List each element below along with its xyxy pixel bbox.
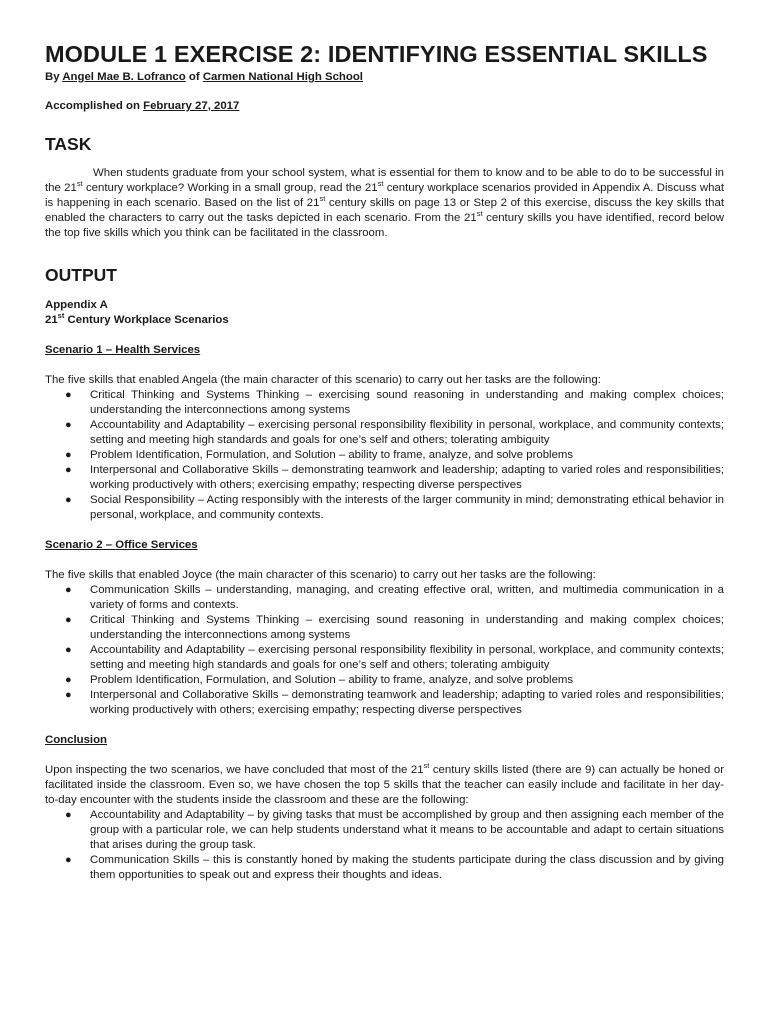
scenario-1 xyxy=(45,343,724,523)
list-item: ● Accountability and Adaptability – exercising personal responsibility flexibility in personal, workplace, and community contexts; setting and meeting high standards and goals for one’s self and others; tolerating ambiguity xyxy=(65,419,724,446)
scenario-intro: The five skills that enabled Joyce (the main character of this scenario) to carry out her tasks are the following: xyxy=(45,569,596,581)
school-name: Carmen National High School xyxy=(202,71,363,83)
output-heading: OUTPUT xyxy=(45,265,117,285)
bullet-icon: ● xyxy=(65,854,72,866)
task-heading: TASK xyxy=(45,134,92,154)
list-item: ● Critical Thinking and Systems Thinking – exercising sound reasoning in understanding and making complex choices; understanding the interconnections among systems xyxy=(65,614,724,641)
list-item: ● Communication Skills – understanding, managing, and creating effective oral, written, and multimedia communication in a variety of forms and contexts. xyxy=(65,584,724,611)
conclusion-list xyxy=(45,808,724,883)
bullet-icon: ● xyxy=(65,689,72,701)
bullet-icon: ● xyxy=(65,389,72,401)
list-item: ● Accountability and Adaptability – by giving tasks that must be accomplished by group and then assigning each member of the group with a particular role, we can help students understand what it means to be accountable and adapt to certain situations that arises during the group task. xyxy=(65,809,724,851)
bullet-icon: ● xyxy=(65,494,72,506)
conclusion-section xyxy=(45,733,724,883)
bullet-icon: ● xyxy=(65,674,72,686)
appendix-label: Appendix A xyxy=(45,299,108,311)
list-item: ● Interpersonal and Collaborative Skills – demonstrating teamwork and leadership; adapting to varied roles and responsibilities; working productively with others; exercising empathy; respecting diverse perspectives xyxy=(65,464,724,491)
accomplished-date: February 27, 2017 xyxy=(143,100,240,112)
bullet-icon: ● xyxy=(65,419,72,431)
scenario-intro: The five skills that enabled Angela (the main character of this scenario) to carry out her tasks are the following: xyxy=(45,374,601,386)
skills-list xyxy=(45,583,724,718)
accomplished-date-line: Accomplished on February 27, 2017 xyxy=(45,100,240,112)
list-item: ● Problem Identification, Formulation, and Solution – ability to frame, analyze, and solve problems xyxy=(65,674,574,686)
list-item: ● Interpersonal and Collaborative Skills – demonstrating teamwork and leadership; adapting to varied roles and responsibilities; working productively with others; exercising empathy; respecting diverse perspectives xyxy=(65,689,724,716)
bullet-icon: ● xyxy=(65,644,72,656)
scenario-heading: Scenario 2 – Office Services xyxy=(45,539,198,551)
bullet-icon: ● xyxy=(65,464,72,476)
conclusion-paragraph: Upon inspecting the two scenarios, we have concluded that most of the 21st century skills listed (there are 9) can actually be honed or facilitated inside the classroom. Even so, we have chosen the top 5 skills that the teacher can easily include and facilitate in her day-to-day encounter with the students inside the classroom and these are the following: xyxy=(45,761,724,806)
scenario-heading: Scenario 1 – Health Services xyxy=(45,344,201,356)
conclusion-heading: Conclusion xyxy=(45,734,108,746)
scenario-2 xyxy=(45,538,724,718)
list-item: ● Communication Skills – this is constantly honed by making the students participate during the class discussion and by giving them opportunities to speak out and express their thoughts and ideas. xyxy=(65,854,724,881)
list-item: ● Critical Thinking and Systems Thinking – exercising sound reasoning in understanding and making complex choices; understanding the interconnections among systems xyxy=(65,389,724,416)
bullet-icon: ● xyxy=(65,809,72,821)
appendix-heading xyxy=(45,298,724,328)
list-item: ● Social Responsibility – Acting responsibly with the interests of the larger community in mind; demonstrating ethical behavior in personal, workplace, and community contexts. xyxy=(65,494,724,521)
author-name: Angel Mae B. Lofranco xyxy=(62,71,186,83)
bullet-icon: ● xyxy=(65,449,72,461)
task-paragraph: When students graduate from your school system, what is essential for them to know and to be able to do to be successful in the 21st century workplace? Working in a small group, read the 21st century workplace scenarios provided in Appendix A. Discuss what is happening in each scenario. Based on the list of 21st century skills on page 13 or Step 2 of this exercise, discuss the key skills that enabled the characters to carry out the tasks depicted in each scenario. From the 21st century skills you have identified, record below the top five skills which you think can be facilitated in the classroom. xyxy=(45,167,725,239)
skills-list xyxy=(45,388,724,523)
list-item: ● Problem Identification, Formulation, and Solution – ability to frame, analyze, and solve problems xyxy=(65,449,574,461)
bullet-icon: ● xyxy=(65,584,72,596)
byline: By Angel Mae B. Lofranco of Carmen National High School xyxy=(45,71,363,83)
appendix-title: 21st Century Workplace Scenarios xyxy=(45,311,229,326)
list-item: ● Accountability and Adaptability – exercising personal responsibility flexibility in personal, workplace, and community contexts; setting and meeting high standards and goals for one’s self and others; tolerating ambiguity xyxy=(65,644,724,671)
document-title: MODULE 1 EXERCISE 2: IDENTIFYING ESSENTIAL SKILLS xyxy=(45,41,708,67)
bullet-icon: ● xyxy=(65,614,72,626)
